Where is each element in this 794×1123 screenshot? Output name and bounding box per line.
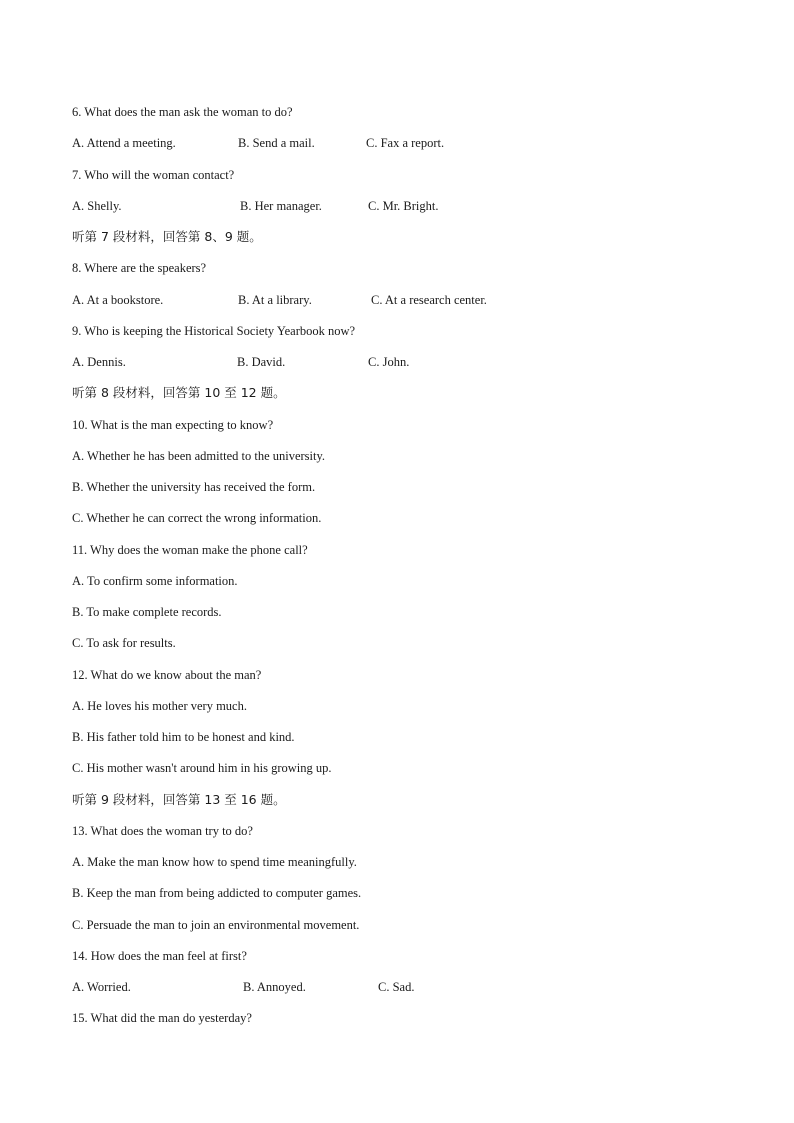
question-11-option-c: C. To ask for results. — [72, 636, 176, 651]
question-12-option-a: A. He loves his mother very much. — [72, 698, 247, 713]
option-c: C. John. — [368, 355, 410, 369]
option-a: A. Dennis. — [72, 355, 126, 369]
question-12-option-b: B. His father told him to be honest and kind. — [72, 730, 295, 744]
option-c: C. Fax a report. — [366, 136, 445, 151]
question-11-option-b: B. To make complete records. — [72, 605, 222, 619]
question-15: 15. What did the man do yesterday? — [72, 1011, 252, 1026]
option-b: B. Her manager. — [240, 198, 322, 213]
question-6: 6. What does the man ask the woman to do? — [72, 105, 293, 119]
option-b: B. At a library. — [238, 292, 312, 307]
question-12: 12. What do we know about the man? — [72, 667, 262, 682]
option-b: B. Send a mail. — [238, 136, 315, 151]
option-b: B. David. — [237, 355, 286, 369]
question-10-option-c: C. Whether he can correct the wrong information. — [72, 511, 322, 526]
question-9: 9. Who is keeping the Historical Society Yearbook now? — [72, 323, 356, 338]
question-13-option-c: C. Persuade the man to join an environmental movement. — [72, 917, 360, 932]
question-13-option-a: A. Make the man know how to spend time meaningfully. — [72, 855, 357, 869]
question-14-options — [72, 978, 722, 1009]
option-b: B. Annoyed. — [243, 980, 306, 994]
question-10-option-a: A. Whether he has been admitted to the university. — [72, 448, 326, 463]
question-7-options — [72, 197, 722, 228]
exam-page — [72, 103, 722, 1041]
question-13-option-b: B. Keep the man from being addicted to computer games. — [72, 886, 362, 901]
question-9-options — [72, 353, 722, 384]
section-7-instruction: 听第 7 段材料，回答第 8、9 题。 — [72, 229, 262, 244]
question-13: 13. What does the woman try to do? — [72, 823, 253, 838]
question-12-option-c: C. His mother wasn't around him in his growing up. — [72, 761, 332, 776]
question-7: 7. Who will the woman contact? — [72, 167, 235, 182]
option-c: C. Sad. — [378, 980, 415, 994]
option-c: C. At a research center. — [371, 292, 487, 307]
option-a: A. Attend a meeting. — [72, 136, 176, 151]
section-9-instruction: 听第 9 段材料，回答第 13 至 16 题。 — [72, 791, 286, 807]
question-11: 11. Why does the woman make the phone call? — [72, 542, 308, 557]
option-a: A. At a bookstore. — [72, 292, 164, 307]
question-14: 14. How does the man feel at first? — [72, 948, 247, 963]
option-c: C. Mr. Bright. — [368, 198, 439, 213]
question-8: 8. Where are the speakers? — [72, 261, 207, 276]
option-a: A. Shelly. — [72, 198, 122, 213]
question-6-options — [72, 134, 722, 165]
question-10-option-b: B. Whether the university has received the form. — [72, 480, 316, 494]
question-11-option-a: A. To confirm some information. — [72, 573, 238, 588]
option-a: A. Worried. — [72, 980, 131, 994]
section-8-instruction: 听第 8 段材料，回答第 10 至 12 题。 — [72, 385, 286, 401]
question-10: 10. What is the man expecting to know? — [72, 417, 274, 432]
question-8-options — [72, 291, 722, 322]
